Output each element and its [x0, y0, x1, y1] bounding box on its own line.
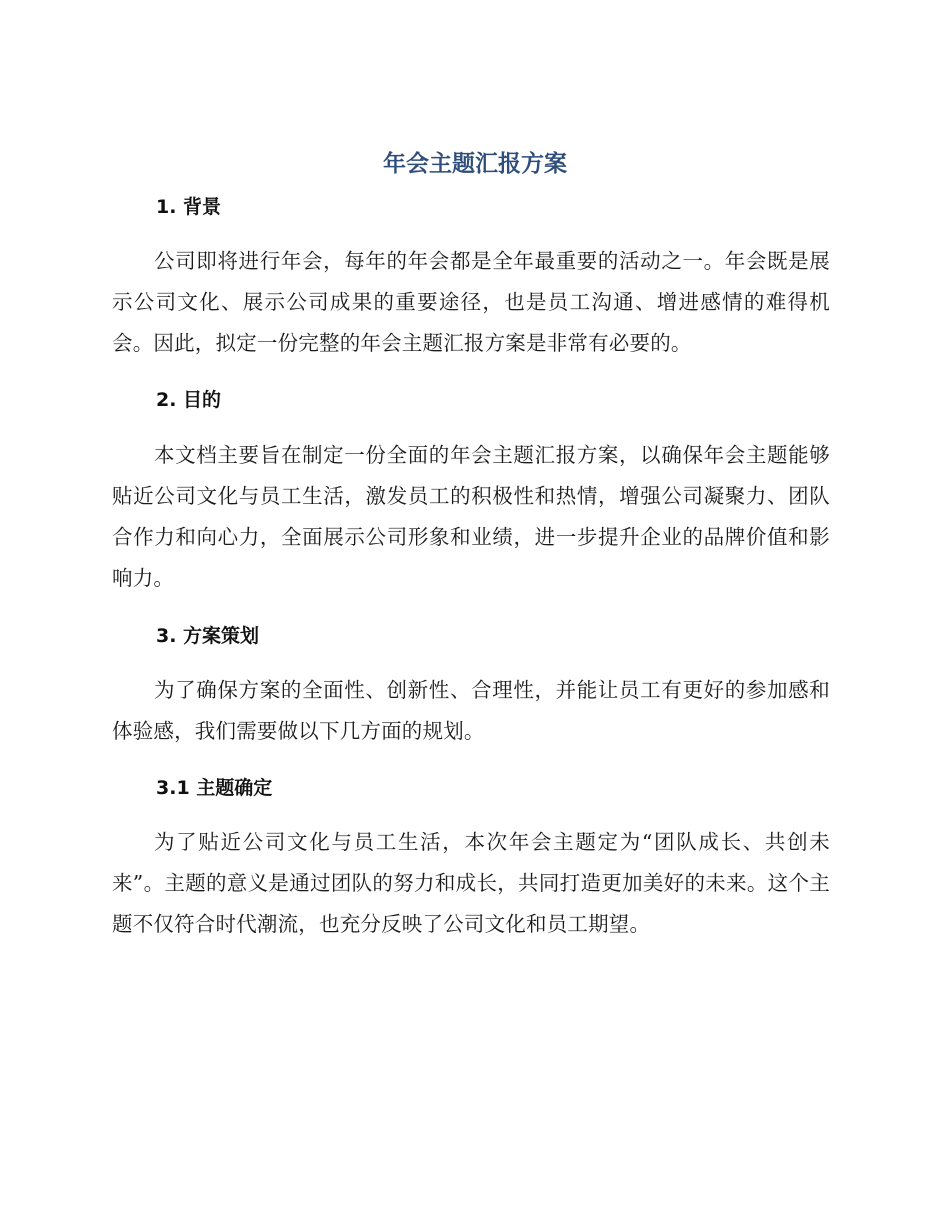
section-paragraph-planning: 为了确保方案的全面性、创新性、合理性，并能让员工有更好的参加感和体验感，我们需要做以下几方面的规划。: [112, 678, 830, 743]
section-paragraph-purpose: 本文档主要旨在制定一份全面的年会主题汇报方案，以确保年会主题能够贴近公司文化与员工生活，激发员工的积极性和热情，增强公司凝聚力、团队合作力和向心力，全面展示公司形象和业绩，进一步提升企业的品牌价值和影响力。: [112, 443, 830, 590]
section-heading-planning: 3. 方案策划: [156, 625, 260, 647]
section-paragraph-theme: 为了贴近公司文化与员工生活，本次年会主题定为“团队成长、共创未来”。主题的意义是通过团队的努力和成长，共同打造更加美好的未来。这个主题不仅符合时代潮流，也充分反映了公司文化和员工期望。: [112, 830, 830, 936]
document-title: 年会主题汇报方案: [383, 151, 567, 177]
section-paragraph-background: 公司即将进行年会，每年的年会都是全年最重要的活动之一。年会既是展示公司文化、展示公司成果的重要途径，也是员工沟通、增进感情的难得机会。因此，拟定一份完整的年会主题汇报方案是非常有必要的。: [112, 249, 830, 355]
section-heading-theme: 3.1 主题确定: [156, 777, 273, 799]
section-heading-purpose: 2. 目的: [156, 389, 222, 411]
section-heading-background: 1. 背景: [156, 196, 222, 218]
